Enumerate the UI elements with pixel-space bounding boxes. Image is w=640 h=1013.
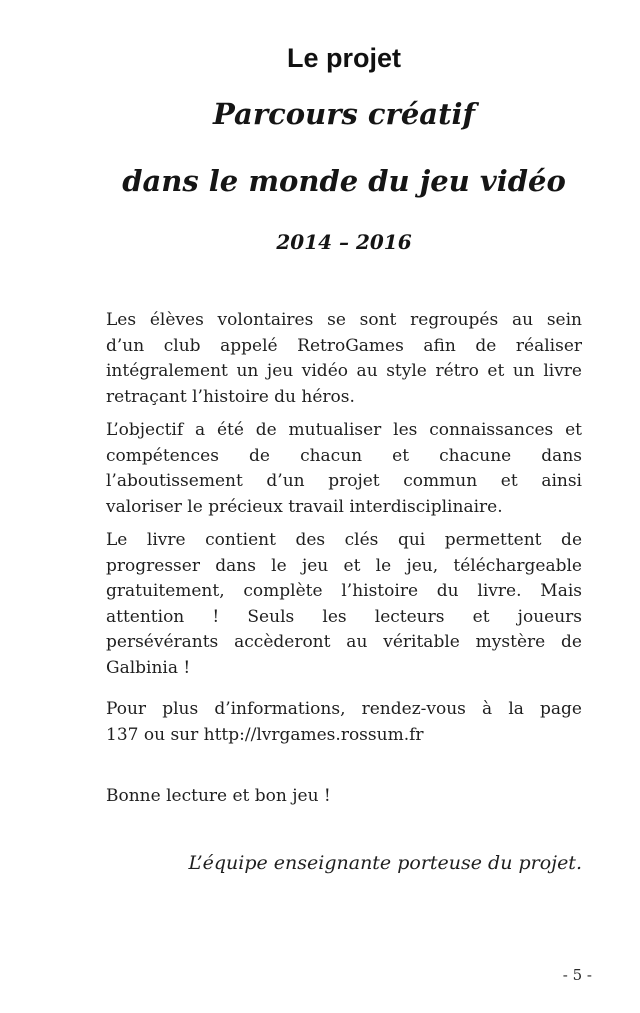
- text-line: Les élèves volontaires se sont regroupés au sein: [106, 310, 582, 330]
- text-line: progresser dans le jeu et le jeu, téléchargeable: [106, 555, 582, 576]
- text-line: compétences de chacun et chacune dans: [106, 445, 582, 466]
- date-range: 2014 – 2016: [276, 230, 412, 254]
- body-text: [106, 308, 582, 876]
- body-paragraph-closing: [106, 784, 582, 810]
- body-paragraph-more-info: [106, 697, 582, 748]
- book-title-line-2: dans le monde du jeu vidéo: [122, 164, 566, 198]
- text-line: retraçant l’histoire du héros.: [106, 386, 355, 407]
- text-line: Le livre contient des clés qui permettent de: [106, 530, 582, 550]
- text-line: valoriser le précieux travail interdisciplinaire.: [106, 496, 503, 517]
- text-line: L’objectif a été de mutualiser les connaissances et: [106, 420, 582, 440]
- body-paragraph-objective: [106, 418, 582, 520]
- text-line: gratuitement, complète l’histoire du livre. Mais: [106, 581, 582, 601]
- text-line: intégralement un jeu vidéo au style rétro et un livre: [106, 361, 582, 381]
- body-paragraph-intro: [106, 308, 582, 410]
- text-line: Pour plus d’informations, rendez-vous à la page: [106, 699, 582, 719]
- text-line: Bonne lecture et bon jeu !: [106, 786, 331, 806]
- section-kicker: Le projet: [286, 43, 401, 73]
- text-line: 137 ou sur http://lvrgames.rossum.fr: [106, 724, 424, 745]
- book-title-line-1: Parcours créatif: [213, 97, 475, 131]
- text-line: l’aboutissement d’un projet commun et ainsi: [106, 471, 582, 491]
- signature-line: L’équipe enseignante porteuse du projet.: [188, 851, 582, 874]
- body-paragraph-book-content: [106, 528, 582, 681]
- page-number: - 5 -: [562, 966, 592, 984]
- text-line: Galbinia !: [106, 657, 191, 678]
- text-line: attention ! Seuls les lecteurs et joueurs: [106, 606, 582, 627]
- text-line: d’un club appelé RetroGames afin de réaliser: [106, 335, 582, 356]
- text-line: persévérants accèderont au véritable mystère de: [106, 632, 582, 652]
